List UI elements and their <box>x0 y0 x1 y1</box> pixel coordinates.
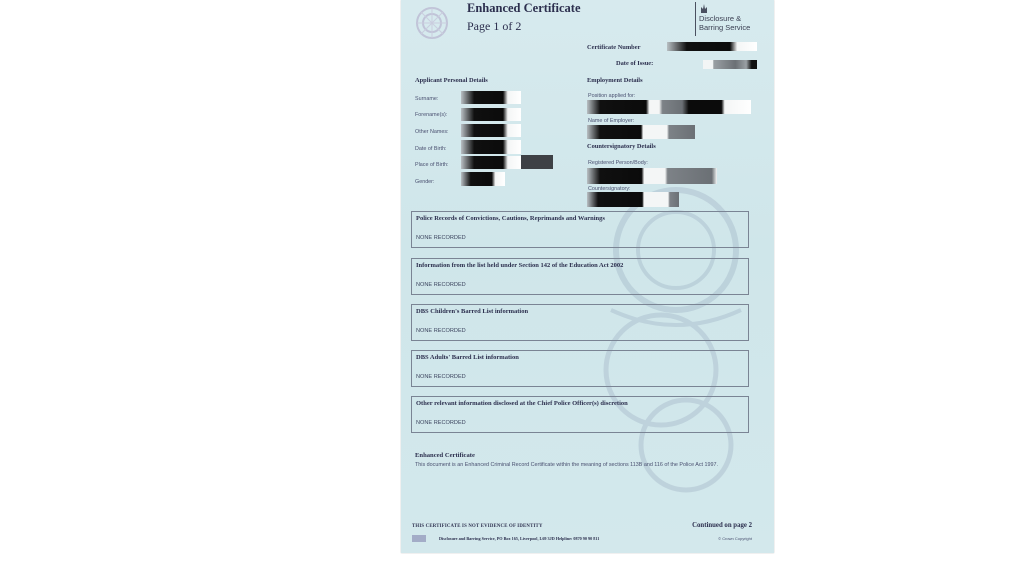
section-title: Information from the list held under Section 142 of the Education Act 2002 <box>416 262 624 269</box>
copyright-notice: © Crown Copyright <box>718 536 752 541</box>
certificate-page <box>401 0 774 553</box>
other-names-label: Other Names: <box>415 129 449 135</box>
certificate-number-label: Certificate Number <box>587 44 641 51</box>
crown-icon <box>700 3 708 14</box>
section-value: NONE RECORDED <box>416 374 466 380</box>
redacted-date-of-birth <box>461 140 521 154</box>
redacted-forename <box>461 108 521 121</box>
place-of-birth-label: Place of Birth: <box>415 162 449 168</box>
issuer-address: Disclosure and Barring Service, PO Box 165, Liverpool, L69 3JD Helpline: 0870 90 90 811 <box>439 536 600 541</box>
dbs-mini-logo <box>412 535 426 542</box>
rosette-icon <box>415 6 449 40</box>
redacted-date-of-issue <box>703 60 757 69</box>
dbs-logo-line1: Disclosure & <box>699 14 742 23</box>
footer-heading: Enhanced Certificate <box>415 452 475 459</box>
section-title: Police Records of Convictions, Cautions, Reprimands and Warnings <box>416 215 605 222</box>
page-indicator: Page 1 of 2 <box>467 19 522 33</box>
redacted-surname <box>461 91 521 104</box>
section-value: NONE RECORDED <box>416 282 466 288</box>
redacted-gender <box>461 172 505 186</box>
position-label: Position applied for: <box>588 93 636 99</box>
section-value: NONE RECORDED <box>416 420 466 426</box>
section-title: DBS Adults' Barred List information <box>416 354 519 361</box>
redacted-employer <box>587 125 695 139</box>
redacted-place-of-birth-ext <box>521 155 553 169</box>
section-value: NONE RECORDED <box>416 235 466 241</box>
document-title: Enhanced Certificate <box>467 1 581 15</box>
section-title: Other relevant information disclosed at the Chief Police Officer(s) discretion <box>416 400 628 407</box>
footer-description: This document is an Enhanced Criminal Record Certificate within the meaning of sections 113B and 116 of the Police Act 1997. <box>415 462 719 468</box>
employment-heading: Employment Details <box>587 77 643 84</box>
gender-label: Gender: <box>415 179 435 185</box>
countersignatory-heading: Countersignatory Details <box>587 143 656 150</box>
continued-notice: Continued on page 2 <box>692 522 752 529</box>
other-information-section <box>411 396 749 433</box>
redacted-certificate-number <box>667 42 757 51</box>
identity-notice: THIS CERTIFICATE IS NOT EVIDENCE OF IDENTITY <box>412 524 543 529</box>
police-records-section <box>411 211 749 248</box>
date-of-issue-label: Date of Issue: <box>616 60 654 67</box>
registered-body-label: Registered Person/Body: <box>588 160 648 166</box>
applicant-heading: Applicant Personal Details <box>415 77 488 84</box>
redacted-registered-body <box>587 168 717 184</box>
redacted-countersignatory <box>587 192 679 207</box>
adults-barred-list-section <box>411 350 749 387</box>
dbs-logo <box>695 2 772 36</box>
surname-label: Surname: <box>415 96 439 102</box>
dbs-logo-line2: Barring Service <box>699 22 751 32</box>
date-of-birth-label: Date of Birth: <box>415 146 447 152</box>
redacted-position <box>587 100 751 114</box>
employer-label: Name of Employer: <box>588 118 635 124</box>
education-act-section <box>411 258 749 295</box>
countersignatory-label: Countersignatory: <box>588 186 631 192</box>
children-barred-list-section <box>411 304 749 341</box>
redacted-place-of-birth <box>461 156 521 169</box>
redacted-other-names <box>461 124 521 137</box>
section-value: NONE RECORDED <box>416 328 466 334</box>
forename-label: Forename(s): <box>415 112 448 118</box>
section-title: DBS Children's Barred List information <box>416 308 529 315</box>
